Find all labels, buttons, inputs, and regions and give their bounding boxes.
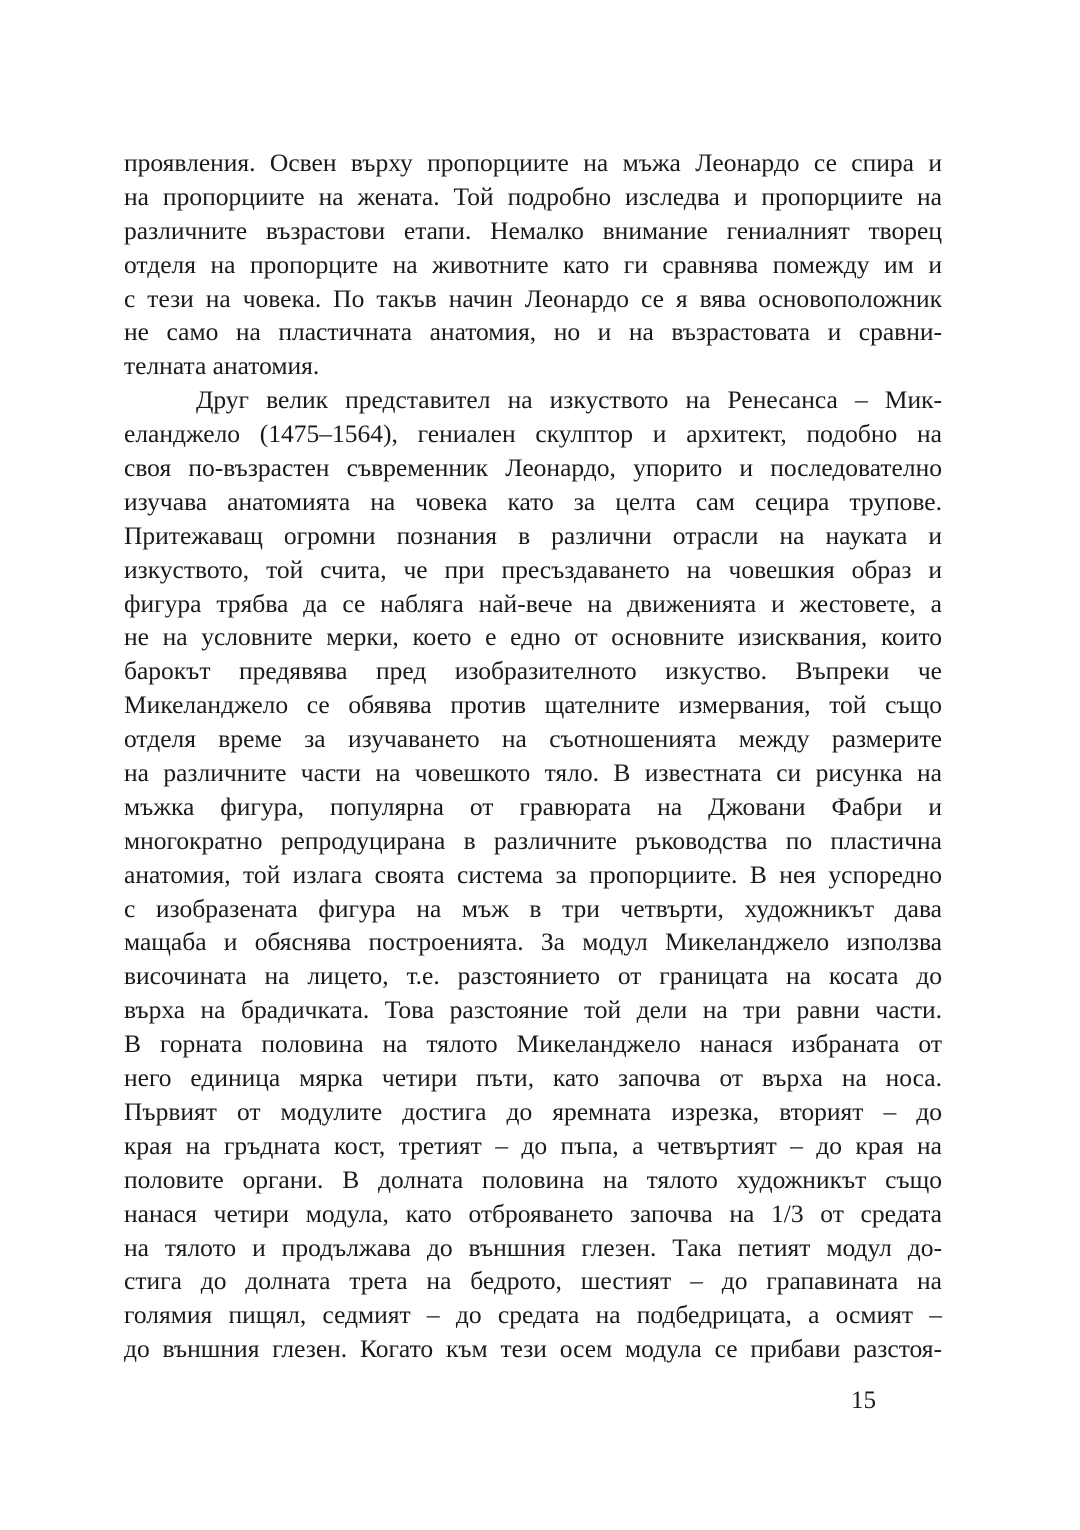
text-line: отделя на пропорците на животните като ги сравнява помежду им и [124, 249, 942, 279]
text-line: В горната половина на тялото Микеланджело нанася избраната от [124, 1029, 942, 1059]
text-line: с изобразената фигура на мъж в три четвърти, художникът дава [124, 893, 942, 923]
text-line: на различните части на човешкото тяло. В известната си рисунка на [124, 758, 942, 788]
text-line: отделя време за изучаването на съотношенията между размерите [124, 724, 942, 754]
text-line: с тези на човека. По такъв начин Леонардо се я вява основоположник [124, 283, 942, 313]
paragraph-2 [124, 383, 942, 1434]
text-line: него единица мярка четири пъти, като започва от върха на носа. [124, 1063, 942, 1093]
text-line: анатомия, той излага своята система за пропорциите. В нея успоредно [124, 859, 942, 889]
text-line: на тялото и продължава до външния глезен. Така петият модул до- [124, 1232, 942, 1262]
text-line: края на гръдната кост, третият – до пъпа, а четвъртият – до края на [124, 1130, 942, 1160]
text-line: проявления. Освен върху пропорциите на мъжа Леонардо се спира и [124, 148, 942, 177]
text-line: Друг велик представител на изкуството на Ренесанса – Мик- [196, 385, 942, 415]
text-line: мащаба и обяснява построенията. За модул Микеланджело използва [124, 927, 942, 957]
body-text [124, 146, 942, 1434]
page-number: 15 [851, 1387, 876, 1414]
text-line: половите органи. В долната половина на тялото художникът също [124, 1164, 942, 1194]
text-line: Притежаващ огромни познания в различни отрасли на науката и [124, 520, 942, 550]
text-line: върха на брадичката. Това разстояние той дели на три равни части. [124, 995, 942, 1025]
text-line: не само на пластичната анатомия, но и на възрастовата и сравни- [124, 317, 942, 347]
text-line: Микеланджело се обявява против щателните измервания, той също [124, 690, 942, 720]
text-line: не на условните мерки, което е едно от основните изисквания, които [124, 622, 942, 652]
text-line: многократно репродуцирана в различните ръководства по пластична [124, 825, 942, 855]
text-line: изучава анатомията на човека като за целта сам сецира трупове. [124, 486, 942, 516]
text-line: нанася четири модула, като отброяването започва на 1/3 от средата [124, 1198, 942, 1228]
paragraph-1 [124, 146, 942, 383]
text-line: еланджело (1475–1564), гениален скулптор и архитект, подобно на [124, 419, 942, 449]
text-line: стига до долната трета на бедрото, шестият – до грапавината на [124, 1266, 942, 1296]
text-line: на пропорциите на жената. Той подробно изследва и пропорциите на [124, 181, 942, 211]
text-line: голямия пищял, седмият – до средата на подбедрицата, а осмият – [124, 1300, 942, 1330]
text-line: до външния глезен. Когато към тези осем модула се прибави разстоя- [124, 1334, 942, 1364]
text-line: барокът предявява пред изобразителното изкуство. Въпреки че [124, 656, 942, 686]
text-line: различните възрастови етапи. Немалко внимание гениалният творец [124, 215, 942, 245]
text-line: своя по-възрастен съвременник Леонардо, упорито и последователно [124, 453, 942, 483]
text-line: телната анатомия. [124, 351, 320, 381]
text-line: изкуството, той счита, че при пресъздаването на човешкия образ и [124, 554, 942, 584]
text-line: мъжка фигура, популярна от гравюрата на Джовани Фабри и [124, 791, 942, 821]
text-line: Първият от модулите достига до яремната изрезка, вторият – до [124, 1096, 942, 1126]
text-line: височината на лицето, т.е. разстоянието от границата на косата до [124, 961, 942, 991]
text-line: фигура трябва да се набляга най-вече на движенията и жестовете, а [124, 588, 942, 618]
